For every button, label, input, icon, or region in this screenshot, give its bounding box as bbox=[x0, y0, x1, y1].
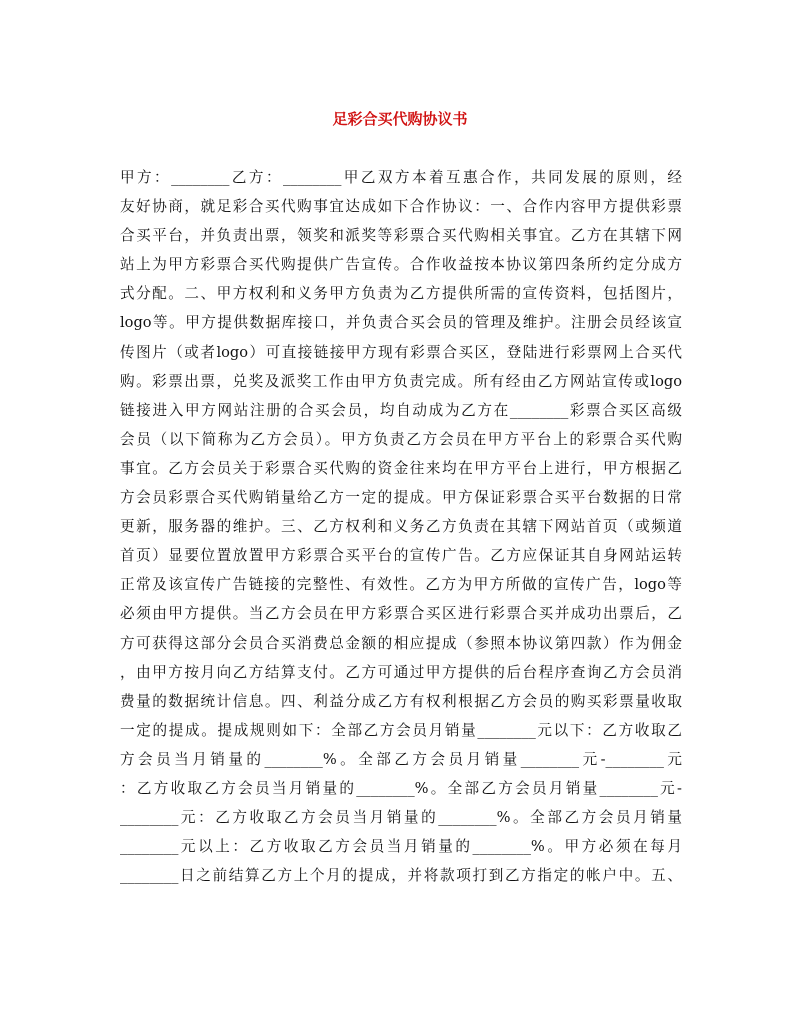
body-line: 会员（以下简称为乙方会员）。甲方负责乙方会员在甲方平台上的彩票合买代购 bbox=[120, 430, 682, 448]
body-line: 费量的数据统计信息。四、利益分成乙方有权利根据乙方会员的购买彩票量收取 bbox=[120, 692, 682, 710]
body-line: 友好协商，就足彩合买代购事宜达成如下合作协议：一、合作内容甲方提供彩票 bbox=[120, 198, 682, 216]
body-line: 更新，服务器的维护。三、乙方权利和义务乙方负责在其辖下网站首页（或频道 bbox=[120, 518, 682, 536]
body-line: 式分配。二、甲方权利和义务甲方负责为乙方提供所需的宣传资料，包括图片， bbox=[120, 285, 682, 303]
body-line: ，由甲方按月向乙方结算支付。乙方可通过甲方提供的后台程序查询乙方会员消 bbox=[120, 663, 682, 681]
body-line: 站上为甲方彩票合买代购提供广告宣传。合作收益按本协议第四条所约定分成方 bbox=[120, 256, 682, 274]
body-line: 首页）显要位置放置甲方彩票合买平台的宣传广告。乙方应保证其自身网站运转 bbox=[120, 547, 682, 565]
body-line: 购。彩票出票，兑奖及派奖工作由甲方负责完成。所有经由乙方网站宣传或logo bbox=[120, 372, 682, 390]
body-line: ________日之前结算乙方上个月的提成，并将款项打到乙方指定的帐户中。五、 bbox=[120, 867, 682, 885]
body-line: 甲方：________乙方：________甲乙双方本着互惠合作，共同发展的原则，经 bbox=[120, 169, 682, 186]
body-line: 正常及该宣传广告链接的完整性、有效性。乙方为甲方所做的宣传广告，logo等 bbox=[120, 576, 682, 594]
body-line: 合买平台，并负责出票，领奖和派奖等彩票合买代购相关事宜。乙方在其辖下网 bbox=[120, 227, 682, 245]
body-line: 方会员彩票合买代购销量给乙方一定的提成。甲方保证彩票合买平台数据的日常 bbox=[120, 489, 682, 507]
body-line: 方可获得这部分会员合买消费总金额的相应提成（参照本协议第四款）作为佣金 bbox=[120, 634, 682, 652]
document-body bbox=[120, 163, 682, 890]
body-line: 链接进入甲方网站注册的合买会员，均自动成为乙方在________彩票合买区高级 bbox=[120, 401, 682, 419]
body-line: 必须由甲方提供。当乙方会员在甲方彩票合买区进行彩票合买并成功出票后，乙 bbox=[120, 605, 682, 623]
body-line: 事宜。乙方会员关于彩票合买代购的资金往来均在甲方平台上进行，甲方根据乙 bbox=[120, 459, 682, 477]
body-line: logo等。甲方提供数据库接口，并负责合买会员的管理及维护。注册会员经该宣 bbox=[120, 314, 682, 332]
body-line: 一定的提成。提成规则如下：全部乙方会员月销量________元以下：乙方收取乙 bbox=[120, 721, 682, 739]
body-line: 方会员当月销量的________%。全部乙方会员月销量________元-________元 bbox=[120, 750, 682, 768]
document-title: 足彩合买代购协议书 bbox=[332, 110, 468, 128]
body-line: ________元以上：乙方收取乙方会员当月销量的________%。甲方必须在每月 bbox=[120, 838, 682, 856]
body-line: ：乙方收取乙方会员当月销量的________%。全部乙方会员月销量________元- bbox=[120, 779, 682, 797]
body-line: 传图片（或者logo）可直接链接甲方现有彩票合买区，登陆进行彩票网上合买代 bbox=[120, 343, 682, 361]
body-line: ________元：乙方收取乙方会员当月销量的________%。全部乙方会员月销量 bbox=[120, 809, 682, 827]
